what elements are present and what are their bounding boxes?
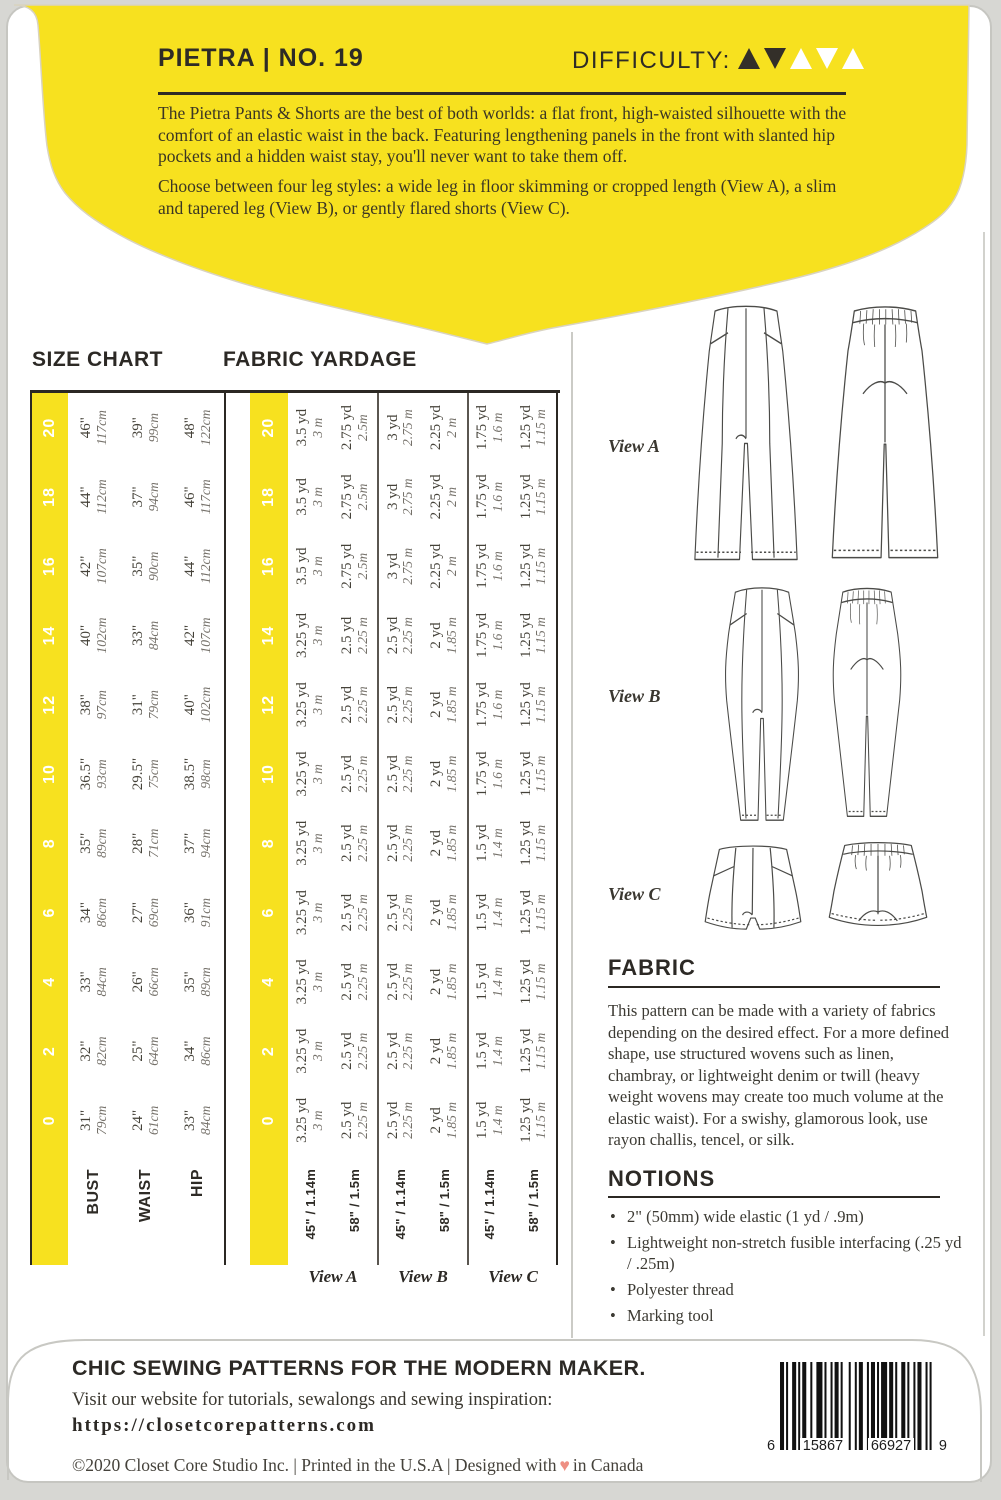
size-header-cell: 10 xyxy=(32,739,68,808)
chart-cell: 2.75 yd 2.5m xyxy=(339,543,370,589)
chart-cell: 3.25 yd 3 m xyxy=(294,612,326,658)
fabric-section-body: This pattern can be made with a variety of fabrics depending on the desired effect. For a more defined shape, use structured wovens such as linen, chambray, or lightweight denim or twill (heavy weight wovens may create too much volume at the elastic waist). For a swishy, glamorous look, use rayon challis, tencel, or silk. xyxy=(608,1001,950,1149)
row-label: 58" / 1.5m xyxy=(347,1169,363,1233)
fabric-section-heading: FABRIC xyxy=(608,955,696,980)
chart-cell: 3.5 yd 3 m xyxy=(294,408,326,447)
chart-cell: 1.25 yd 1.15 m xyxy=(517,543,549,589)
chart-cell: 2.5 yd 2.25 m xyxy=(339,963,370,1001)
row-label: 45" / 1.14m xyxy=(377,1155,422,1265)
notions-list xyxy=(610,1206,962,1331)
size-header-cell: 2 xyxy=(250,1016,288,1085)
chart-cell: 38.5" 98cm xyxy=(182,757,213,791)
row-label: 58" / 1.5m xyxy=(436,1169,452,1233)
chart-cell: 1.75 yd 1.6 m xyxy=(467,393,512,462)
chart-cell: 34" 86cm xyxy=(182,1036,213,1066)
column-divider xyxy=(571,332,573,1338)
chart-cell: 33" 84cm xyxy=(130,620,161,651)
heart-icon: ♥ xyxy=(559,1455,570,1475)
view-a-back-drawing xyxy=(826,302,944,572)
chart-cell: 2.75 yd 2.5m xyxy=(339,474,370,520)
view-b-back-drawing xyxy=(818,584,916,826)
barcode-digit-group: 6 xyxy=(764,1438,778,1454)
up-triangle-icon xyxy=(738,48,760,69)
chart-cell: 2.75 yd 2.5m xyxy=(339,405,370,451)
chart-cell: 38" 97cm xyxy=(78,690,109,720)
chart-cell: 34" 86cm xyxy=(78,897,109,928)
size-header-cell: 12 xyxy=(250,670,288,739)
chart-cell: 2 yd 1.85 m xyxy=(428,755,460,793)
view-a-front-drawing xyxy=(692,302,800,574)
barcode-digit-group: 15867 xyxy=(800,1438,846,1454)
footer-tagline: CHIC SEWING PATTERNS FOR THE MODERN MAKER. xyxy=(72,1356,646,1380)
chart-cell: 1.25 yd 1.15 m xyxy=(517,890,549,936)
size-header-corner xyxy=(32,1155,68,1265)
chart-cell: 3.25 yd 3 m xyxy=(294,1028,326,1074)
size-header-cell: 4 xyxy=(32,947,68,1016)
copyright-text: ©2020 Closet Core Studio Inc. | Printed in the U.S.A | Designed with xyxy=(72,1455,557,1475)
view-c-figure-label: View C xyxy=(608,884,661,904)
chart-cell: 27" 69cm xyxy=(130,897,161,928)
chart-cell: 3.25 yd 3 m xyxy=(294,820,326,866)
up-triangle-icon xyxy=(842,48,864,69)
size-header-cell: 10 xyxy=(250,739,288,808)
chart-cell: 3 yd 2.75 m xyxy=(377,393,422,462)
chart-cell: 2.5 yd 2.25 m xyxy=(377,947,422,1016)
chart-cell: 2.25 yd 2 m xyxy=(428,474,460,520)
chart-cell: 1.75 yd 1.6 m xyxy=(467,601,512,670)
chart-cell: 1.5 yd 1.4 m xyxy=(467,1086,512,1155)
size-header-cell: 6 xyxy=(32,878,68,947)
size-header-corner xyxy=(250,1155,288,1265)
chart-cell: 2.5 yd 2.25 m xyxy=(377,1086,422,1155)
size-header-cell: 2 xyxy=(32,1016,68,1085)
chart-cell: 48" 122cm xyxy=(182,409,213,446)
row-label: 45" / 1.14m xyxy=(467,1155,512,1265)
chart-cell: 1.5 yd 1.4 m xyxy=(467,809,512,878)
size-chart-heading: SIZE CHART xyxy=(32,348,163,371)
chart-cell: 2.5 yd 2.25 m xyxy=(377,878,422,947)
chart-cell: 3.25 yd 3 m xyxy=(294,890,326,936)
row-label: 58" / 1.5m xyxy=(526,1169,542,1233)
notion-item: • Polyester thread xyxy=(610,1280,734,1299)
description-paragraph-1: The Pietra Pants & Shorts are the best of both worlds: a flat front, high-waisted silhouette with the comfort of an elastic waist in the back. Featuring lengthening panels in the front with slanted hip pockets and a hidden waist stay, you'll never want to take them off. xyxy=(158,103,847,166)
chart-cell: 46" 117cm xyxy=(182,479,213,515)
chart-cell: 39" 99cm xyxy=(130,413,161,443)
chart-cell: 33" 84cm xyxy=(78,967,109,997)
size-header-cell: 0 xyxy=(32,1086,68,1155)
chart-cell: 2.5 yd 2.25 m xyxy=(339,755,370,793)
chart-cell: 32" 82cm xyxy=(78,1036,109,1066)
size-header-cell: 8 xyxy=(32,809,68,878)
chart-cell: 3.25 yd 3 m xyxy=(294,682,326,728)
chart-cell: 1.75 yd 1.6 m xyxy=(467,739,512,808)
size-header-cell: 4 xyxy=(250,947,288,1016)
row-label: 45" / 1.14m xyxy=(302,1169,318,1240)
notions-section-heading: NOTIONS xyxy=(608,1166,716,1191)
view-b-figure-label: View B xyxy=(608,686,661,706)
chart-cell: 1.25 yd 1.15 m xyxy=(517,405,549,451)
size-header-cell: 18 xyxy=(250,462,288,531)
chart-cell: 28" 71cm xyxy=(130,828,161,858)
notion-item: • Lightweight non-stretch fusible interfacing (.25 yd / .25m) xyxy=(610,1233,962,1273)
chart-cell: 3.25 yd 3 m xyxy=(294,1097,326,1143)
chart-cell: 2 yd 1.85 m xyxy=(428,894,460,931)
view-c-column-label: View C xyxy=(488,1267,538,1286)
chart-cell: 2.5 yd 2.25 m xyxy=(339,893,370,932)
chart-cell: 37" 94cm xyxy=(182,828,213,858)
chart-cell: 37" 94cm xyxy=(130,482,161,512)
chart-cell: 2 yd 1.85 m xyxy=(428,1102,460,1139)
chart-cell: 1.5 yd 1.4 m xyxy=(467,947,512,1016)
view-b-column-label: View B xyxy=(398,1267,448,1286)
chart-cell: 40" 102cm xyxy=(78,617,109,654)
chart-cell: 2.25 yd 2 m xyxy=(428,543,460,589)
chart-cell: 2 yd 1.85 m xyxy=(428,963,460,1001)
chart-cell: 2.5 yd 2.25 m xyxy=(339,1101,370,1140)
size-header-cell: 18 xyxy=(32,462,68,531)
chart-cell: 36.5" 93cm xyxy=(78,757,109,791)
chart-cell: 2 yd 1.85 m xyxy=(428,686,460,724)
size-header-cell: 6 xyxy=(250,878,288,947)
fabric-yardage-heading: FABRIC YARDAGE xyxy=(223,348,417,371)
view-b-front-drawing xyxy=(712,584,812,830)
footer-visit-line: Visit our website for tutorials, sewalongs and sewing inspiration: xyxy=(72,1390,553,1410)
fabric-yardage-table xyxy=(250,393,558,1265)
chart-cell: 1.75 yd 1.6 m xyxy=(467,462,512,531)
down-triangle-icon xyxy=(764,48,786,69)
chart-cell: 1.25 yd 1.15 m xyxy=(517,751,549,797)
size-header-cell: 16 xyxy=(250,532,288,601)
chart-cell: 1.25 yd 1.15 m xyxy=(517,959,549,1005)
row-label: HIP xyxy=(189,1169,206,1198)
chart-cell: 1.5 yd 1.4 m xyxy=(467,1016,512,1085)
view-c-back-drawing xyxy=(820,838,936,938)
chart-cell: 2.25 yd 2 m xyxy=(428,405,460,451)
chart-cell: 42" 107cm xyxy=(78,548,109,585)
notion-item: • 2" (50mm) wide elastic (1 yd / .9m) xyxy=(610,1207,864,1226)
chart-cell: 2.5 yd 2.25 m xyxy=(339,824,370,863)
chart-cell: 2.5 yd 2.25 m xyxy=(377,670,422,739)
chart-cell: 29.5" 75cm xyxy=(130,757,161,791)
down-triangle-icon xyxy=(816,48,838,69)
chart-cell: 42" 107cm xyxy=(182,617,213,654)
chart-cell: 3.5 yd 3 m xyxy=(294,478,326,516)
chart-cell: 35" 89cm xyxy=(78,828,109,858)
chart-cell: 2.5 yd 2.25 m xyxy=(339,616,370,655)
up-triangle-icon xyxy=(790,48,812,69)
barcode-digit-group: 66927 xyxy=(868,1438,914,1454)
difficulty-label: DIFFICULTY: xyxy=(572,47,731,74)
chart-cell: 25" 64cm xyxy=(130,1036,161,1066)
chart-cell: 35" 90cm xyxy=(130,551,161,581)
header-rule xyxy=(158,92,846,95)
chart-cell: 3.5 yd 3 m xyxy=(294,547,326,585)
footer-website-url: https://closetcorepatterns.com xyxy=(72,1415,376,1436)
chart-cell: 44" 112cm xyxy=(78,479,109,515)
chart-cell: 2.5 yd 2.25 m xyxy=(339,1032,370,1070)
chart-cell: 26" 66cm xyxy=(130,967,161,997)
view-a-figure-label: View A xyxy=(608,436,660,456)
pattern-title: PIETRA | NO. 19 xyxy=(158,44,364,72)
size-header-cell: 12 xyxy=(32,670,68,739)
chart-cell: 2.5 yd 2.25 m xyxy=(377,1016,422,1085)
chart-cell: 2 yd 1.85 m xyxy=(428,617,460,654)
chart-cell: 2.5 yd 2.25 m xyxy=(377,809,422,878)
chart-cell: 3.25 yd 3 m xyxy=(294,751,326,797)
barcode xyxy=(764,1360,950,1472)
chart-cell: 1.25 yd 1.15 m xyxy=(517,682,549,728)
rotated-chart-block xyxy=(30,390,560,1265)
chart-cell: 44" 112cm xyxy=(182,548,213,584)
chart-cell: 33" 84cm xyxy=(182,1105,213,1135)
notions-section-rule xyxy=(608,1196,940,1198)
chart-cell: 35" 89cm xyxy=(182,967,213,997)
chart-cell: 2.5 yd 2.25 m xyxy=(377,739,422,808)
barcode-digits xyxy=(764,1438,950,1454)
size-header-cell: 20 xyxy=(32,393,68,462)
copyright-text-end: in Canada xyxy=(572,1455,644,1475)
fabric-section-rule xyxy=(608,986,940,988)
size-header-cell: 8 xyxy=(250,809,288,878)
chart-cell: 36" 91cm xyxy=(182,897,213,928)
description-paragraph-2: Choose between four leg styles: a wide leg in floor skimming or cropped length (View A), a slim and tapered leg (View B), or gently flared shorts (View C). xyxy=(158,176,837,218)
chart-cell: 3 yd 2.75 m xyxy=(377,462,422,531)
row-label: WAIST xyxy=(137,1169,154,1223)
chart-cell: 1.75 yd 1.6 m xyxy=(467,532,512,601)
chart-cell: 1.75 yd 1.6 m xyxy=(467,670,512,739)
chart-cell: 1.25 yd 1.15 m xyxy=(517,1028,549,1074)
chart-cell: 3 yd 2.75 m xyxy=(377,532,422,601)
difficulty-rating xyxy=(738,48,868,69)
row-label: BUST xyxy=(85,1169,102,1215)
size-chart-table xyxy=(30,393,226,1265)
chart-cell: 31" 79cm xyxy=(78,1105,109,1135)
notion-item: • Marking tool xyxy=(610,1306,714,1325)
footer-copyright xyxy=(72,1455,643,1476)
view-c-front-drawing xyxy=(697,842,809,938)
chart-cell: 40" 102cm xyxy=(182,686,213,723)
chart-cell: 1.25 yd 1.15 m xyxy=(517,612,549,658)
chart-cell: 1.25 yd 1.15 m xyxy=(517,474,549,520)
chart-cell: 2.5 yd 2.25 m xyxy=(339,685,370,724)
chart-cell: 1.25 yd 1.15 m xyxy=(517,1097,549,1143)
chart-cell: 1.5 yd 1.4 m xyxy=(467,878,512,947)
chart-cell: 46" 117cm xyxy=(78,410,109,446)
chart-cell: 2.5 yd 2.25 m xyxy=(377,601,422,670)
envelope-right-edge xyxy=(983,232,985,1336)
size-header-cell: 16 xyxy=(32,532,68,601)
chart-cell: 2 yd 1.85 m xyxy=(428,824,460,862)
chart-cell: 1.25 yd 1.15 m xyxy=(517,820,549,866)
barcode-digit-group: 9 xyxy=(936,1438,950,1454)
size-header-cell: 20 xyxy=(250,393,288,462)
chart-cell: 31" 79cm xyxy=(130,690,161,720)
size-header-cell: 14 xyxy=(32,601,68,670)
chart-cell: 3.25 yd 3 m xyxy=(294,959,326,1005)
size-header-cell: 0 xyxy=(250,1086,288,1155)
size-header-cell: 14 xyxy=(250,601,288,670)
view-a-column-label: View A xyxy=(308,1267,358,1286)
barcode-bars xyxy=(780,1362,934,1450)
chart-cell: 24" 61cm xyxy=(130,1105,161,1135)
chart-cell: 2 yd 1.85 m xyxy=(428,1032,460,1070)
